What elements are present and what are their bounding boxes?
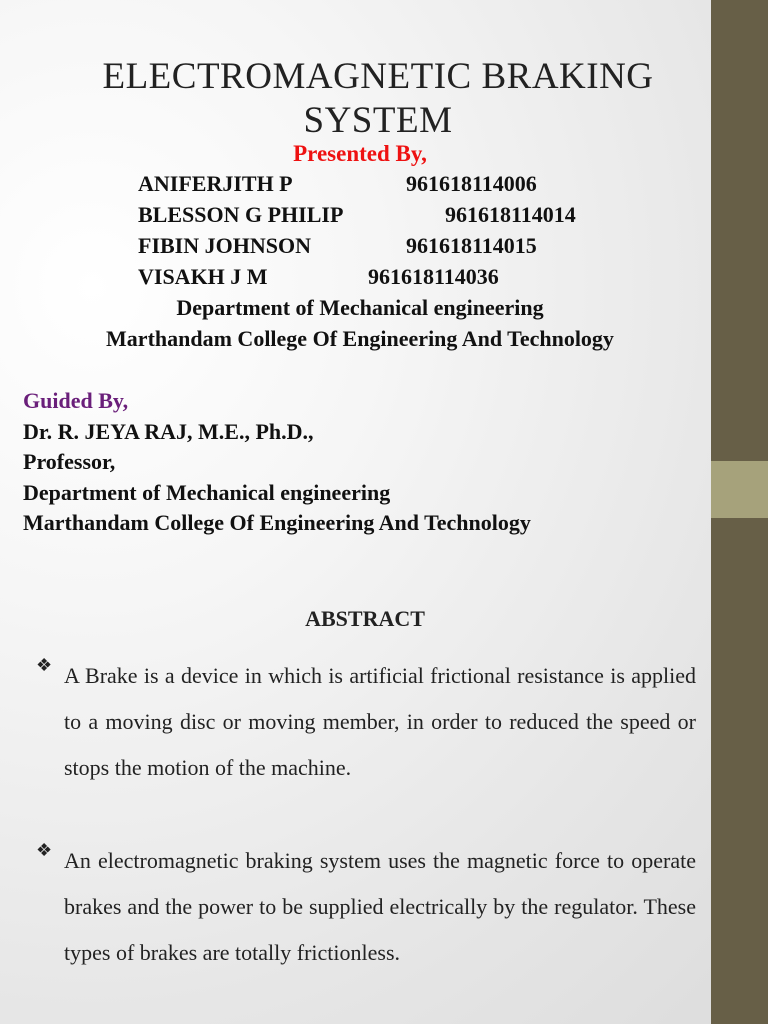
abstract-bullet-text: An electromagnetic braking system uses the magnetic force to operate brakes and the power to be supplied electrically by the regulator. These types of brakes are totally frictionless. [64, 848, 696, 965]
slide-title: ELECTROMAGNETIC BRAKING SYSTEM [102, 55, 654, 141]
guide-name: Dr. R. JEYA RAJ, M.E., Ph.D., [23, 418, 314, 444]
guide-college: Marthandam College Of Engineering And Technology [23, 510, 531, 535]
member-id: 961618114036 [368, 264, 499, 289]
presenters-college: Marthandam College Of Engineering And Technology [106, 326, 614, 351]
member-name: FIBIN JOHNSON [138, 233, 311, 258]
member-id: 961618114006 [406, 171, 537, 196]
abstract-bullet [36, 838, 696, 976]
slide-sidebar-accent [711, 461, 768, 518]
guided-by-label: Guided By, [23, 388, 129, 413]
member-id: 961618114015 [406, 233, 537, 258]
guide-department: Department of Mechanical engineering [23, 479, 391, 505]
abstract-bullet [36, 653, 696, 791]
member-id: 961618114014 [445, 202, 576, 227]
member-name: ANIFERJITH P [138, 171, 293, 196]
presented-by-label: Presented By, [293, 141, 427, 166]
abstract-heading: ABSTRACT [305, 606, 425, 631]
guide-position: Professor, [23, 449, 116, 474]
guide-block [23, 386, 531, 539]
presenters-department: Department of Mechanical engineering [176, 295, 544, 320]
abstract-bullet-text: A Brake is a device in which is artificial frictional resistance is applied to a moving disc or moving member, in order to reduced the speed or stops the motion of the machine. [64, 663, 696, 780]
member-name: BLESSON G PHILIP [138, 202, 344, 227]
diamond-bullet-icon: ❖ [36, 840, 53, 860]
diamond-bullet-icon: ❖ [36, 655, 53, 675]
member-name: VISAKH J M [138, 264, 268, 289]
